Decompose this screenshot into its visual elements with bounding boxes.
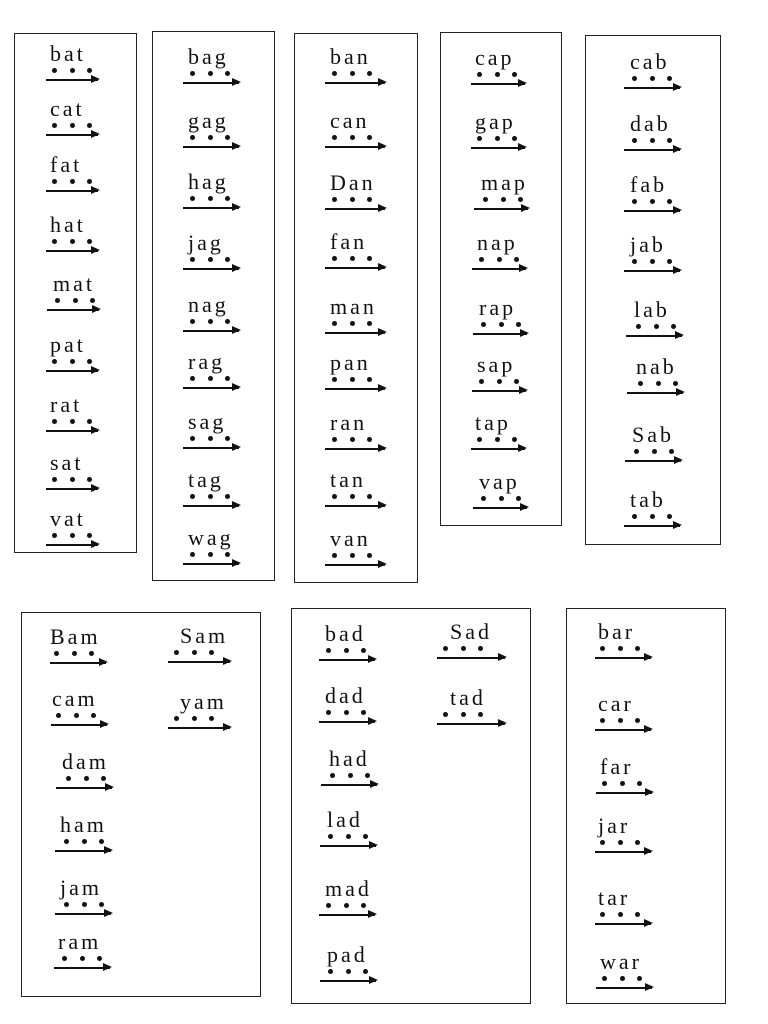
- word-sad: Sad: [450, 619, 492, 644]
- blend-arrow: [473, 333, 527, 335]
- sound-dots: [50, 533, 94, 539]
- word-mat: mat: [53, 271, 95, 296]
- sound-dots: [326, 969, 370, 975]
- blend-arrow: [47, 309, 99, 311]
- sound-dots: [475, 136, 519, 142]
- word-dad: dad: [325, 683, 366, 708]
- word-mad: mad: [325, 876, 372, 901]
- sound-dots: [188, 135, 232, 141]
- sound-dots: [330, 256, 374, 262]
- blend-arrow: [183, 563, 239, 565]
- sound-dots: [188, 196, 232, 202]
- blend-arrow: [624, 270, 680, 272]
- blend-arrow: [183, 268, 239, 270]
- word-sat: sat: [50, 450, 84, 475]
- word-jab: jab: [630, 232, 666, 257]
- sound-dots: [50, 123, 94, 129]
- sound-dots: [475, 72, 519, 78]
- blend-arrow: [168, 727, 230, 729]
- blend-arrow: [46, 250, 98, 252]
- blend-arrow: [325, 82, 385, 84]
- blend-arrow: [50, 662, 106, 664]
- sound-dots: [60, 956, 104, 962]
- word-bat: bat: [50, 41, 86, 66]
- sound-dots: [600, 976, 644, 982]
- sound-dots: [50, 419, 94, 425]
- blend-arrow: [325, 146, 385, 148]
- blend-arrow: [55, 913, 111, 915]
- word-fan: fan: [330, 229, 368, 254]
- sound-dots: [330, 553, 374, 559]
- word-rat: rat: [50, 392, 83, 417]
- blend-arrow: [473, 507, 527, 509]
- sound-dots: [188, 71, 232, 77]
- blend-arrow: [325, 564, 385, 566]
- sound-dots: [330, 197, 374, 203]
- sound-dots: [188, 257, 232, 263]
- word-jag: jag: [188, 230, 224, 255]
- blend-arrow: [471, 147, 525, 149]
- blend-arrow: [595, 729, 651, 731]
- word-yam: yam: [180, 689, 227, 714]
- word-sag: sag: [188, 409, 227, 434]
- sound-dots: [630, 199, 674, 205]
- blend-arrow: [183, 330, 239, 332]
- blend-arrow: [471, 83, 525, 85]
- sound-dots: [50, 477, 94, 483]
- word-pad: pad: [327, 942, 368, 967]
- sound-dots: [54, 713, 98, 719]
- word-dab: dab: [630, 111, 671, 136]
- word-pat: pat: [50, 332, 86, 357]
- word-ban: ban: [330, 44, 371, 69]
- blend-arrow: [168, 661, 230, 663]
- sound-dots: [630, 259, 674, 265]
- sound-dots: [188, 376, 232, 382]
- sound-dots: [632, 449, 676, 455]
- blend-arrow: [472, 390, 526, 392]
- blend-arrow: [319, 659, 375, 661]
- sound-dots: [188, 552, 232, 558]
- sound-dots: [324, 903, 368, 909]
- word-tan: tan: [330, 467, 366, 492]
- blend-arrow: [325, 505, 385, 507]
- blend-arrow: [183, 505, 239, 507]
- sound-dots: [64, 776, 108, 782]
- blend-arrow: [46, 134, 98, 136]
- sound-dots: [479, 322, 523, 328]
- word-ham: ham: [60, 812, 107, 837]
- sound-dots: [188, 436, 232, 442]
- word-cab: cab: [630, 49, 670, 74]
- blend-arrow: [595, 923, 651, 925]
- word-tag: tag: [188, 467, 224, 492]
- blend-arrow: [46, 430, 98, 432]
- word-hag: hag: [188, 169, 229, 194]
- sound-dots: [598, 646, 642, 652]
- sound-dots: [328, 773, 372, 779]
- word-tap: tap: [475, 410, 511, 435]
- blend-arrow: [46, 370, 98, 372]
- blend-arrow: [624, 210, 680, 212]
- sound-dots: [50, 179, 94, 185]
- word-cap: cap: [475, 45, 515, 70]
- word-ran: ran: [330, 410, 368, 435]
- blend-arrow: [596, 987, 652, 989]
- word-ram: ram: [58, 929, 102, 954]
- word-fab: fab: [630, 172, 668, 197]
- blend-arrow: [51, 724, 107, 726]
- blend-arrow: [472, 268, 526, 270]
- word-can: can: [330, 108, 370, 133]
- word-had: had: [329, 746, 370, 771]
- sound-dots: [188, 494, 232, 500]
- sound-dots: [630, 138, 674, 144]
- sound-dots: [50, 359, 94, 365]
- sound-dots: [630, 514, 674, 520]
- word-war: war: [600, 949, 642, 974]
- sound-dots: [53, 298, 97, 304]
- blend-arrow: [624, 87, 680, 89]
- word-dan: Dan: [330, 170, 376, 195]
- sound-dots: [634, 324, 678, 330]
- word-box-ap: [440, 32, 562, 526]
- blend-arrow: [54, 967, 110, 969]
- word-car: car: [598, 691, 634, 716]
- word-bam: Bam: [50, 624, 101, 649]
- sound-dots: [636, 381, 680, 387]
- blend-arrow: [183, 387, 239, 389]
- word-fat: fat: [50, 152, 83, 177]
- blend-arrow: [624, 149, 680, 151]
- sound-dots: [475, 437, 519, 443]
- sound-dots: [481, 197, 525, 203]
- blend-arrow: [46, 190, 98, 192]
- sound-dots: [477, 257, 521, 263]
- word-tar: tar: [598, 885, 631, 910]
- blend-arrow: [55, 850, 111, 852]
- blend-arrow: [325, 208, 385, 210]
- word-van: van: [330, 526, 371, 551]
- word-dam: dam: [62, 749, 109, 774]
- sound-dots: [441, 712, 485, 718]
- blend-arrow: [325, 448, 385, 450]
- word-tab: tab: [630, 487, 666, 512]
- blend-arrow: [437, 657, 505, 659]
- blend-arrow: [183, 146, 239, 148]
- sound-dots: [50, 239, 94, 245]
- word-wag: wag: [188, 525, 234, 550]
- sound-dots: [324, 710, 368, 716]
- sound-dots: [330, 135, 374, 141]
- blend-arrow: [183, 82, 239, 84]
- blend-arrow: [474, 208, 528, 210]
- word-nag: nag: [188, 292, 229, 317]
- word-gag: gag: [188, 108, 229, 133]
- sound-dots: [326, 834, 370, 840]
- blend-arrow: [325, 388, 385, 390]
- word-hat: hat: [50, 212, 86, 237]
- word-bar: bar: [598, 619, 636, 644]
- word-man: man: [330, 294, 377, 319]
- sound-dots: [50, 68, 94, 74]
- word-jar: jar: [598, 813, 631, 838]
- blend-arrow: [319, 914, 375, 916]
- sound-dots: [330, 437, 374, 443]
- blend-arrow: [320, 845, 376, 847]
- blend-arrow: [46, 544, 98, 546]
- blend-arrow: [626, 335, 682, 337]
- sound-dots: [172, 716, 216, 722]
- word-sab: Sab: [632, 422, 674, 447]
- word-box-ar: [566, 608, 726, 1004]
- sound-dots: [188, 319, 232, 325]
- word-lad: lad: [327, 807, 363, 832]
- word-tad: tad: [450, 685, 486, 710]
- word-sam: Sam: [180, 623, 229, 648]
- blend-arrow: [471, 448, 525, 450]
- sound-dots: [330, 71, 374, 77]
- sound-dots: [598, 840, 642, 846]
- sound-dots: [330, 321, 374, 327]
- word-far: far: [600, 754, 634, 779]
- blend-arrow: [56, 787, 112, 789]
- sound-dots: [479, 496, 523, 502]
- word-bad: bad: [325, 621, 366, 646]
- word-bag: bag: [188, 44, 229, 69]
- word-sap: sap: [477, 352, 516, 377]
- sound-dots: [600, 781, 644, 787]
- word-box-am: [21, 612, 261, 997]
- word-vat: vat: [50, 506, 86, 531]
- sound-dots: [62, 902, 106, 908]
- blend-arrow: [627, 392, 683, 394]
- blend-arrow: [325, 332, 385, 334]
- blend-arrow: [595, 657, 651, 659]
- blend-arrow: [319, 721, 375, 723]
- sound-dots: [62, 839, 106, 845]
- word-jam: jam: [60, 875, 102, 900]
- word-nap: nap: [477, 230, 518, 255]
- word-vap: vap: [479, 469, 520, 494]
- word-lab: lab: [634, 297, 670, 322]
- sound-dots: [324, 648, 368, 654]
- sound-dots: [52, 651, 96, 657]
- sound-dots: [630, 76, 674, 82]
- sound-dots: [330, 494, 374, 500]
- blend-arrow: [321, 784, 377, 786]
- word-cat: cat: [50, 96, 85, 121]
- sound-dots: [441, 646, 485, 652]
- blend-arrow: [595, 851, 651, 853]
- blend-arrow: [437, 723, 505, 725]
- blend-arrow: [624, 525, 680, 527]
- word-gap: gap: [475, 109, 516, 134]
- blend-arrow: [625, 460, 681, 462]
- word-nab: nab: [636, 354, 677, 379]
- blend-arrow: [46, 79, 98, 81]
- blend-arrow: [596, 792, 652, 794]
- blend-arrow: [46, 488, 98, 490]
- word-map: map: [481, 170, 528, 195]
- sound-dots: [330, 377, 374, 383]
- word-rag: rag: [188, 349, 226, 374]
- blend-arrow: [183, 207, 239, 209]
- word-rap: rap: [479, 295, 517, 320]
- sound-dots: [598, 912, 642, 918]
- blend-arrow: [325, 267, 385, 269]
- blend-arrow: [320, 980, 376, 982]
- word-cam: cam: [52, 686, 98, 711]
- sound-dots: [477, 379, 521, 385]
- sound-dots: [598, 718, 642, 724]
- blend-arrow: [183, 447, 239, 449]
- word-pan: pan: [330, 350, 371, 375]
- sound-dots: [172, 650, 216, 656]
